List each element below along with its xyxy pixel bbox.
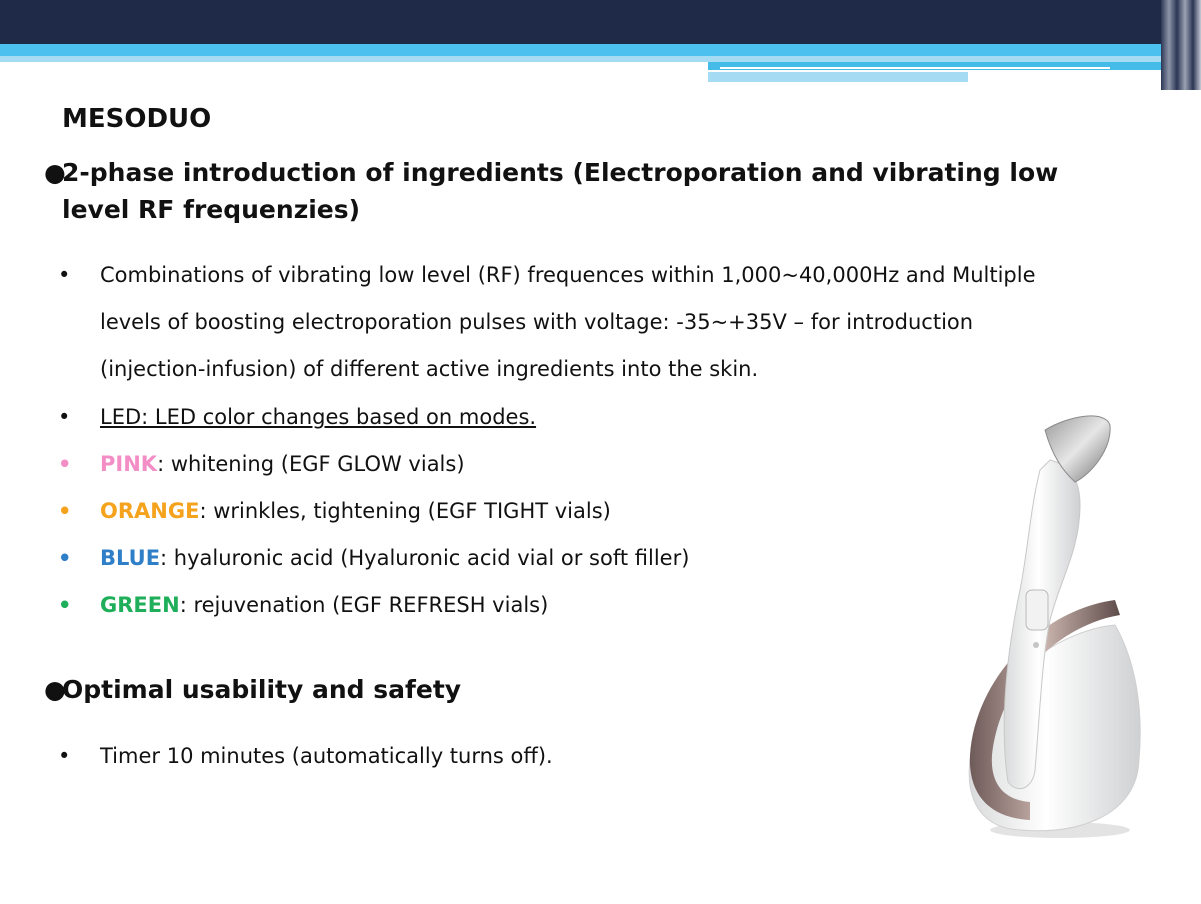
device-image <box>930 410 1170 850</box>
led-mode-blue <box>58 535 689 582</box>
bullet-marker: • <box>58 744 71 768</box>
led-color-name: GREEN <box>100 593 180 617</box>
bullet-text: LED: LED color changes based on modes. <box>100 405 537 429</box>
bullet-marker: • <box>58 263 71 287</box>
device-indicator <box>1033 642 1039 648</box>
bullet-led <box>58 394 536 441</box>
led-color-name: BLUE <box>100 546 161 570</box>
led-mode-green <box>58 582 548 629</box>
led-mode-desc: : wrinkles, tightening (EGF TIGHT vials) <box>199 499 611 523</box>
heading-text: 2-phase introduction of ingredients (Electroporation and vibrating low <box>62 158 1059 187</box>
led-mode-desc: : hyaluronic acid (Hyaluronic acid vial or soft filler) <box>160 546 690 570</box>
heading-bullet-dot: ● <box>44 158 66 187</box>
led-mode-desc: : rejuvenation (EGF REFRESH vials) <box>179 593 549 617</box>
bullet-marker-pink: • <box>58 452 72 476</box>
heading-text: Optimal usability and safety <box>62 675 462 704</box>
header-bar-dark <box>0 0 1201 44</box>
bullet-timer <box>58 733 553 780</box>
led-mode-orange <box>58 488 611 535</box>
device-button <box>1026 590 1048 630</box>
bullet-marker-blue: • <box>58 546 72 570</box>
header-bar-edge <box>1161 0 1201 90</box>
bullet-text: Combinations of vibrating low level (RF) frequences within 1,000~40,000Hz and Multiple levels of boosting electroporation pulses with voltage: -35~+35V – for introduction (injection-infusion) of different active ingredients into the skin. <box>100 263 1036 381</box>
header-band-accent-light <box>708 72 968 82</box>
header-band-highlight <box>720 67 1110 69</box>
led-color-name: PINK <box>100 452 158 476</box>
led-color-name: ORANGE <box>100 499 200 523</box>
heading-text-line2: level RF frequenzies) <box>62 195 361 224</box>
bullet-text: Timer 10 minutes (automatically turns off). <box>100 744 553 768</box>
section-heading-usability <box>44 671 461 708</box>
bullet-marker: • <box>58 405 71 429</box>
led-mode-pink <box>58 441 465 488</box>
bullet-marker-orange: • <box>58 499 72 523</box>
section-heading-phase <box>44 154 1104 228</box>
heading-bullet-dot: ● <box>44 675 66 704</box>
slide-title: MESODUO <box>62 104 212 134</box>
bullet-combinations <box>58 252 1058 393</box>
bullet-marker-green: • <box>58 593 72 617</box>
led-mode-desc: : whitening (EGF GLOW vials) <box>157 452 465 476</box>
header-band-blue <box>0 44 1161 56</box>
